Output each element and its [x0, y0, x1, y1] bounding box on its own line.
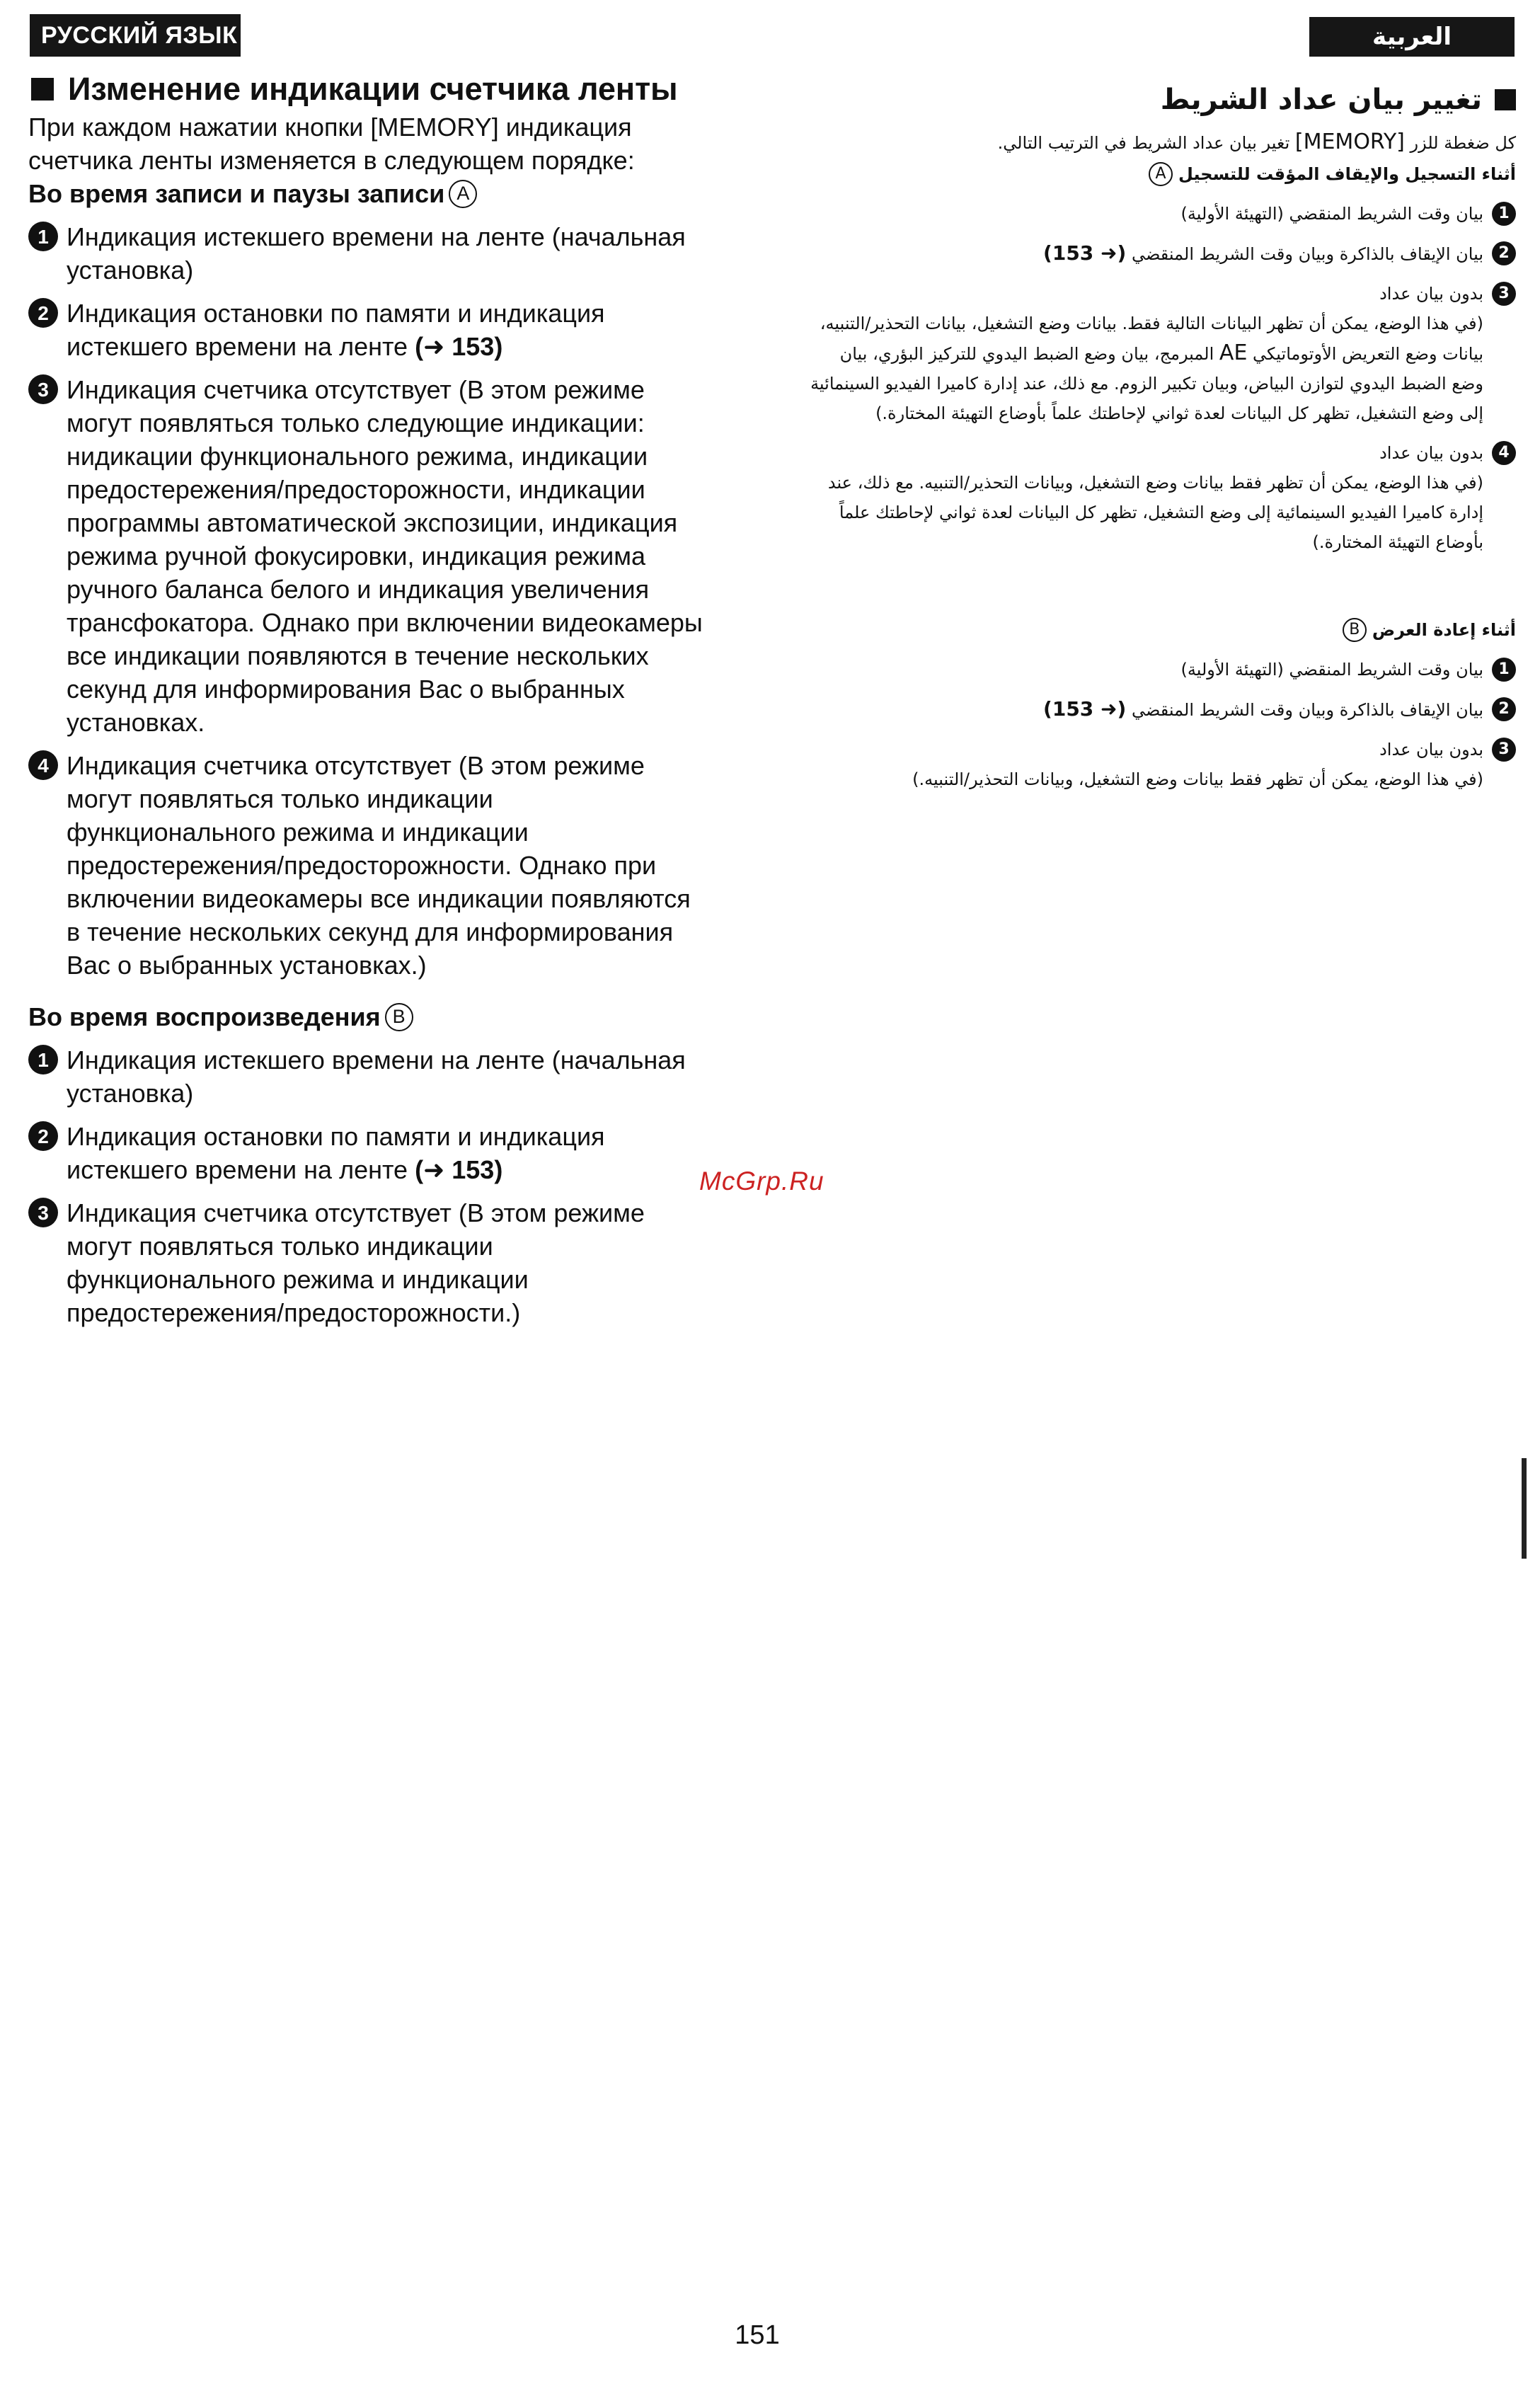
list-item-text	[807, 279, 1483, 428]
list-item	[807, 199, 1516, 229]
ar-playback-heading	[807, 615, 1516, 645]
number-1-icon: 1	[1492, 202, 1516, 226]
list-item-text-main: بدون بيان عداد	[1379, 443, 1483, 463]
list-item	[807, 735, 1516, 794]
list-item-detail: (في هذا الوضع، يمكن أن تظهر فقط بيانات وضع التشغيل، وبيانات التحذير/التنبيه. مع ذلك، عند إدارة كاميرا الفيديو السينمائية إلى وضع التشغيل، تظهر كل البيانات لعدة ثواني لإحاطتك علماً بأوضاع التهيئة المختارة.)	[827, 473, 1483, 552]
square-bullet-icon	[31, 78, 54, 101]
ru-record-list	[28, 220, 708, 982]
ru-section-title	[28, 71, 708, 108]
list-item	[807, 239, 1516, 269]
list-item-text-main: Индикация остановки по памяти и индикация истекшего времени на ленте	[67, 299, 605, 361]
list-item-text: Индикация счетчика отсутствует (В этом режиме могут появляться только следующие индикации: нидикации функционального режима, индикации предостережения/предосторожности, индикации программы автоматической экспозиции, индикация режима ручной фокусировки, индикация режима ручного баланса белого и индикация увеличения трансфокатора. Однако при включении видеокамеры все индикации появляются в течение нескольких секунд для информирования Вас о выбранных установках.	[67, 375, 703, 737]
list-item-text	[807, 239, 1483, 269]
number-4-icon: 4	[1492, 441, 1516, 465]
number-3-icon: 3	[28, 374, 58, 404]
circled-a-icon: A	[1149, 162, 1173, 186]
number-1-icon: 1	[28, 1045, 58, 1074]
list-item-detail: (في هذا الوضع، يمكن أن تظهر فقط بيانات وضع التشغيل، وبيانات التحذير/التنبيه.)	[912, 769, 1483, 789]
arabic-column	[807, 82, 1516, 794]
list-item-text: بيان وقت الشريط المنقضي (التهيئة الأولية)	[1180, 204, 1483, 224]
list-item-text	[807, 438, 1483, 557]
russian-column	[28, 71, 708, 1329]
language-tab-russian: РУССКИЙ ЯЗЫК	[30, 14, 241, 57]
circled-a-icon: A	[449, 180, 477, 208]
ar-intro	[807, 127, 1516, 158]
number-1-icon: 1	[28, 222, 58, 251]
list-item	[28, 1196, 708, 1329]
list-item	[28, 373, 708, 739]
number-2-icon: 2	[28, 1121, 58, 1151]
list-item-text	[807, 694, 1483, 725]
ar-intro-prefix: كل ضغطة للزر	[1410, 133, 1516, 153]
ru-playback-heading	[28, 1000, 708, 1033]
list-item-text-main: بيان الإيقاف بالذاكرة وبيان وقت الشريط المنقضي	[1131, 700, 1483, 720]
ru-record-heading-text: Во время записи и паузы записи	[28, 179, 445, 208]
ar-title-text: تغيير بيان عداد الشريط	[1160, 84, 1482, 116]
list-item	[28, 297, 708, 363]
list-item	[28, 220, 708, 287]
list-item-text	[67, 297, 708, 363]
page-reference: (➜ 153)	[415, 332, 503, 361]
ar-playback-heading-text: أثناء إعادة العرض	[1372, 620, 1516, 640]
circled-b-icon: B	[385, 1003, 413, 1031]
ru-playback-heading-text: Во время воспроизведения	[28, 1002, 381, 1031]
circled-b-icon: B	[1343, 618, 1367, 642]
list-item-text: Индикация истекшего времени на ленте (начальная установка)	[67, 222, 686, 285]
list-item-text-main: Индикация остановки по памяти и индикация истекшего времени на ленте	[67, 1122, 605, 1184]
number-2-icon: 2	[1492, 697, 1516, 721]
list-item-text-main: بدون بيان عداد	[1379, 740, 1483, 760]
list-item	[807, 438, 1516, 557]
list-item-detail: (في هذا الوضع، يمكن أن تظهر البيانات التالية فقط. بيانات وضع التشغيل، بيانات التحذير/التنبيه، بيانات وضع التعريض الأوتوماتيكي	[820, 314, 1483, 364]
ar-record-heading-text: أثناء التسجيل والإيقاف المؤقت للتسجيل	[1178, 164, 1516, 184]
ar-record-heading	[807, 159, 1516, 189]
page-reference: (➜ 153)	[1043, 241, 1127, 265]
page-number: 151	[735, 2320, 780, 2350]
list-item	[28, 1120, 708, 1186]
list-item	[28, 749, 708, 982]
list-item-detail-cont: المبرمج، بيان وضع الضبط اليدوي للتركيز البؤري، بيان وضع الضبط اليدوي لتوازن البياض، وبيان تكبير الزوم. مع ذلك، عند إدارة كاميرا الفيديو السينمائية إلى وضع التشغيل، تظهر كل البيانات لعدة ثواني لإحاطتك علماً بأوضاع التهيئة المختارة.)	[810, 344, 1483, 423]
ru-title-text: Изменение индикации счетчика ленты	[68, 71, 678, 107]
list-item	[807, 279, 1516, 428]
number-2-icon: 2	[28, 298, 58, 328]
page-reference: (➜ 153)	[415, 1155, 503, 1184]
number-4-icon: 4	[28, 750, 58, 780]
number-3-icon: 3	[1492, 738, 1516, 762]
list-item-text-main: بدون بيان عداد	[1379, 284, 1483, 304]
number-2-icon: 2	[1492, 241, 1516, 265]
list-item-text: Индикация счетчика отсутствует (В этом режиме могут появляться только индикации функционального режима и индикации предостережения/предосторожности.)	[67, 1198, 645, 1327]
memory-button-label: [MEMORY]	[1294, 130, 1405, 154]
ru-playback-list	[28, 1043, 708, 1329]
page-reference: (➜ 153)	[1043, 697, 1127, 721]
watermark: McGrp.Ru	[699, 1167, 824, 1196]
ru-record-heading	[28, 177, 708, 210]
language-tab-arabic: العربية	[1309, 17, 1515, 57]
number-1-icon: 1	[1492, 658, 1516, 682]
ae-label: AE	[1219, 340, 1248, 365]
ar-playback-list	[807, 655, 1516, 794]
list-item-text	[67, 1120, 708, 1186]
list-item-text: بيان وقت الشريط المنقضي (التهيئة الأولية)	[1180, 660, 1483, 680]
list-item	[807, 694, 1516, 725]
square-bullet-icon	[1495, 89, 1516, 110]
ar-section-title	[807, 82, 1516, 118]
list-item-text-main: بيان الإيقاف بالذاكرة وبيان وقت الشريط المنقضي	[1131, 244, 1483, 264]
margin-marker	[1522, 1458, 1527, 1559]
list-item	[28, 1043, 708, 1110]
list-item-text: Индикация счетчика отсутствует (В этом режиме могут появляться только индикации функционального режима и индикации предостережения/предосторожности. Однако при включении видеокамеры все индикации появляются в течение нескольких секунд для информирования Вас о выбранных установках.)	[67, 751, 691, 980]
ar-intro-suffix: تغير بيان عداد الشريط في الترتيب التالي.	[997, 133, 1290, 153]
list-item-text: Индикация истекшего времени на ленте (начальная установка)	[67, 1045, 686, 1108]
number-3-icon: 3	[28, 1198, 58, 1227]
list-item-text	[807, 735, 1483, 794]
list-item	[807, 655, 1516, 684]
number-3-icon: 3	[1492, 282, 1516, 306]
ar-record-list	[807, 199, 1516, 557]
ru-intro: При каждом нажатии кнопки [MEMORY] индикация счетчика ленты изменяется в следующем порядке:	[28, 113, 635, 175]
